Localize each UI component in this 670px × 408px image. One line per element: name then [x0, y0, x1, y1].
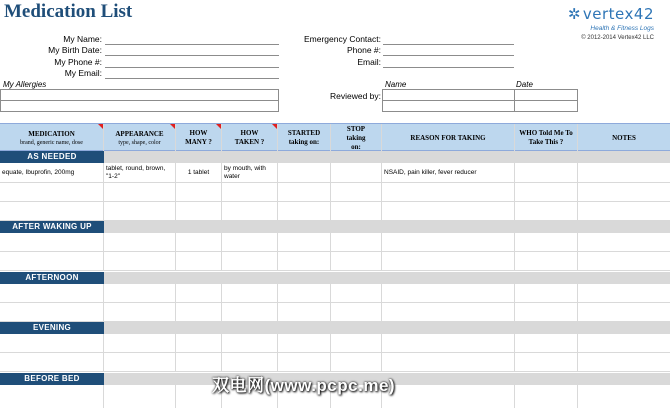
cell-reason[interactable] — [382, 252, 515, 270]
cell-appearance[interactable] — [104, 252, 176, 270]
review-date-label: Date — [516, 80, 533, 89]
col-who-told: WHO Told Me To Take This ? — [515, 124, 578, 152]
table-row — [0, 303, 670, 322]
phone-label: My Phone #: — [54, 57, 102, 67]
cell-stop[interactable] — [331, 183, 382, 201]
cell-stop[interactable] — [331, 353, 382, 371]
cell-started[interactable] — [278, 233, 331, 251]
cell-how-many[interactable] — [176, 202, 222, 220]
cell-reason[interactable] — [382, 385, 515, 408]
table-header — [0, 123, 670, 151]
cell-who-told[interactable] — [515, 334, 578, 352]
col-how-taken: HOW TAKEN ? — [222, 124, 278, 152]
cell-stop[interactable] — [331, 233, 382, 251]
allergies-label: My Allergies — [3, 80, 47, 89]
cell-how-many[interactable] — [176, 183, 222, 201]
cell-medication[interactable] — [0, 303, 104, 321]
section-label: AFTERNOON — [0, 272, 104, 284]
cell-how-many[interactable] — [176, 334, 222, 352]
table-row — [0, 233, 670, 252]
section-afternoon-rows — [0, 284, 670, 322]
table-row — [0, 183, 670, 202]
table-row — [0, 284, 670, 303]
col-reason: REASON FOR TAKING — [382, 124, 515, 152]
cell-notes[interactable] — [578, 183, 670, 201]
col-medication: MEDICATION brand, generic name, dose — [0, 124, 104, 152]
section-as-needed-rows — [0, 163, 670, 221]
logo-mark-icon: ✲ — [567, 5, 581, 23]
cell-appearance[interactable] — [104, 233, 176, 251]
cell-how-many[interactable] — [176, 252, 222, 270]
cell-notes[interactable] — [578, 385, 670, 408]
section-label: AFTER WAKING UP — [0, 221, 104, 233]
copyright-text: © 2012-2014 Vertex42 LLC — [581, 35, 654, 41]
comment-flag-icon[interactable] — [170, 124, 175, 129]
cell-reason[interactable] — [382, 334, 515, 352]
emergency-contact-field[interactable] — [383, 44, 514, 45]
cell-how-many[interactable] — [176, 353, 222, 371]
section-evening-rows — [0, 334, 670, 372]
page-title: Medication List — [4, 1, 133, 22]
section-bar — [0, 322, 670, 334]
table-row — [0, 353, 670, 372]
col-appearance: APPEARANCE type, shape, color — [104, 124, 176, 152]
email-field[interactable] — [105, 78, 279, 79]
name-label: My Name: — [63, 34, 102, 44]
cell-notes[interactable] — [578, 334, 670, 352]
cell-who-told[interactable] — [515, 385, 578, 408]
cell-medication[interactable] — [0, 252, 104, 270]
cell-appearance[interactable] — [104, 353, 176, 371]
cell-who-told[interactable] — [515, 202, 578, 220]
comment-flag-icon[interactable] — [216, 124, 221, 129]
cell-appearance[interactable] — [104, 303, 176, 321]
cell-how-many[interactable] — [176, 284, 222, 302]
cell-appearance[interactable] — [104, 183, 176, 201]
cell-who-told[interactable] — [515, 233, 578, 251]
col-stop: STOP taking on: — [331, 124, 382, 152]
vertex42-logo — [544, 5, 654, 41]
cell-who-told[interactable] — [515, 163, 578, 182]
cell-medication[interactable] — [0, 385, 104, 408]
cell-started[interactable] — [278, 353, 331, 371]
cell-medication[interactable] — [0, 202, 104, 220]
emergency-contact-label: Emergency Contact: — [303, 34, 381, 44]
cell-started[interactable] — [278, 252, 331, 270]
table-row — [0, 334, 670, 353]
cell-stop[interactable] — [331, 284, 382, 302]
cell-stop[interactable] — [331, 252, 382, 270]
cell-notes[interactable] — [578, 202, 670, 220]
cell-medication[interactable] — [0, 183, 104, 201]
name-field[interactable] — [105, 44, 279, 45]
col-started: STARTED taking on: — [278, 124, 331, 152]
section-bar — [0, 221, 670, 233]
cell-how-many[interactable] — [176, 233, 222, 251]
cell-who-told[interactable] — [515, 303, 578, 321]
cell-appearance[interactable] — [104, 284, 176, 302]
section-bar — [0, 272, 670, 284]
cell-notes[interactable] — [578, 163, 670, 182]
reviewer-name-label: Name — [385, 80, 407, 89]
cell-who-told[interactable] — [515, 353, 578, 371]
cell-how-many[interactable]: 1 tablet — [176, 163, 222, 182]
cell-how-many[interactable] — [176, 303, 222, 321]
cell-how-taken[interactable] — [222, 284, 278, 302]
watermark-text: 双电网(www.pcpc.me) — [212, 376, 396, 395]
cell-stop[interactable] — [331, 303, 382, 321]
allergies-field-2[interactable] — [0, 100, 279, 112]
table-row — [0, 163, 670, 183]
cell-reason[interactable] — [382, 202, 515, 220]
cell-started[interactable] — [278, 284, 331, 302]
cell-stop[interactable] — [331, 163, 382, 182]
cell-medication[interactable]: equate, Ibuprofin, 200mg — [0, 163, 104, 182]
cell-who-told[interactable] — [515, 252, 578, 270]
section-after-waking-rows — [0, 233, 670, 271]
cell-reason[interactable] — [382, 284, 515, 302]
logo-brand: ✲ vertex42 — [567, 5, 654, 23]
comment-flag-icon[interactable] — [272, 124, 277, 129]
birth-date-field[interactable] — [105, 55, 279, 56]
cell-medication[interactable] — [0, 233, 104, 251]
cell-stop[interactable] — [331, 202, 382, 220]
emergency-phone-field[interactable] — [383, 55, 514, 56]
phone-field[interactable] — [105, 67, 279, 68]
birth-date-label: My Birth Date: — [48, 45, 102, 55]
cell-notes[interactable] — [578, 233, 670, 251]
cell-how-taken[interactable] — [222, 252, 278, 270]
cell-how-taken[interactable] — [222, 233, 278, 251]
cell-started[interactable] — [278, 303, 331, 321]
cell-appearance[interactable] — [104, 334, 176, 352]
cell-how-taken[interactable] — [222, 183, 278, 201]
cell-started[interactable] — [278, 202, 331, 220]
cell-medication[interactable] — [0, 284, 104, 302]
section-label: EVENING — [0, 322, 104, 334]
cell-reason[interactable] — [382, 303, 515, 321]
reviewer-name-field-2[interactable] — [382, 100, 515, 112]
comment-flag-icon[interactable] — [98, 124, 103, 129]
section-label: BEFORE BED — [0, 373, 104, 385]
emergency-email-label: Email: — [357, 57, 381, 67]
section-label: AS NEEDED — [0, 151, 104, 163]
cell-appearance[interactable] — [104, 202, 176, 220]
cell-reason[interactable] — [382, 353, 515, 371]
cell-medication[interactable] — [0, 334, 104, 352]
cell-started[interactable] — [278, 163, 331, 182]
cell-notes[interactable] — [578, 284, 670, 302]
cell-how-taken[interactable] — [222, 202, 278, 220]
cell-appearance[interactable] — [104, 385, 176, 408]
cell-notes[interactable] — [578, 353, 670, 371]
emergency-email-field[interactable] — [383, 67, 514, 68]
review-date-field-2[interactable] — [514, 100, 578, 112]
cell-started[interactable] — [278, 334, 331, 352]
cell-appearance[interactable]: tablet, round, brown, "1-2" — [104, 163, 176, 182]
cell-how-taken[interactable]: by mouth, with water — [222, 163, 278, 182]
col-notes: NOTES — [612, 133, 636, 142]
table-row — [0, 202, 670, 221]
cell-notes[interactable] — [578, 252, 670, 270]
table-row — [0, 252, 670, 271]
email-label: My Email: — [64, 68, 102, 78]
cell-reason[interactable] — [382, 183, 515, 201]
cell-medication[interactable] — [0, 353, 104, 371]
cell-who-told[interactable] — [515, 284, 578, 302]
cell-reason[interactable] — [382, 233, 515, 251]
emergency-phone-label: Phone #: — [346, 45, 381, 55]
cell-who-told[interactable] — [515, 183, 578, 201]
cell-stop[interactable] — [331, 334, 382, 352]
section-bar — [0, 151, 670, 163]
cell-how-taken[interactable] — [222, 303, 278, 321]
reviewed-by-label: Reviewed by: — [329, 91, 381, 101]
cell-started[interactable] — [278, 183, 331, 201]
cell-reason[interactable]: NSAID, pain killer, fever reducer — [382, 163, 515, 182]
col-how-many: HOW MANY ? — [176, 124, 222, 152]
logo-tagline: Health & Fitness Logs — [590, 25, 654, 32]
cell-how-taken[interactable] — [222, 334, 278, 352]
cell-how-taken[interactable] — [222, 353, 278, 371]
cell-notes[interactable] — [578, 303, 670, 321]
